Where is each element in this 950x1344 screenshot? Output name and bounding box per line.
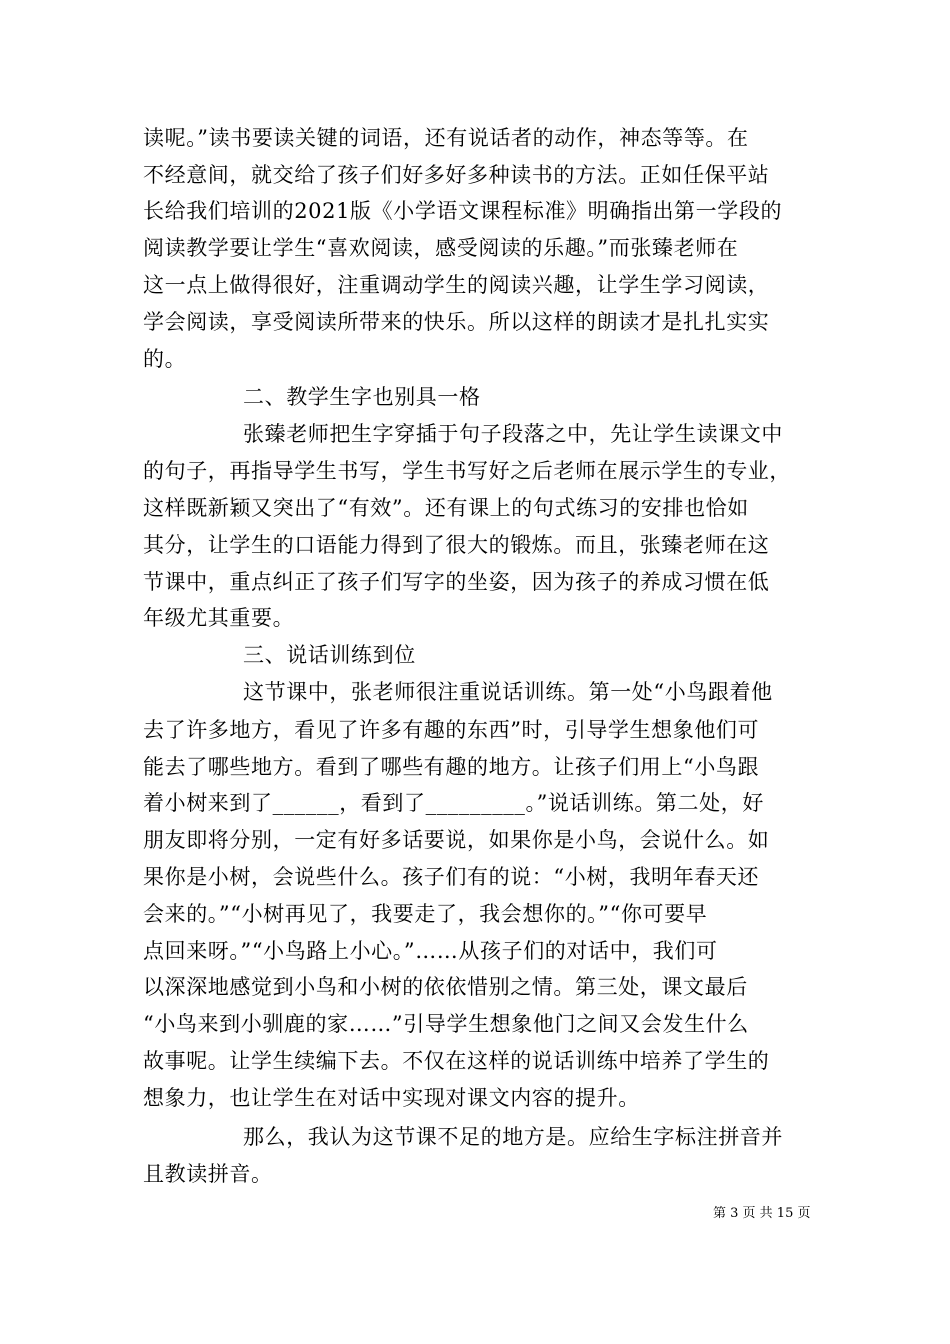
paragraph-line: 着小树来到了______，看到了_________。”说话训练。第二处，好 xyxy=(143,791,764,815)
paragraph-line: 果你是小树，会说些什么。孩子们有的说：“小树，我明年春天还 xyxy=(143,865,760,889)
paragraph-line: 学会阅读，享受阅读所带来的快乐。所以这样的朗读才是扎扎实实 xyxy=(143,310,770,334)
paragraph-line: 以深深地感觉到小鸟和小树的依依惜别之情。第三处，课文最后 xyxy=(143,975,748,999)
paragraph-line: 点回来呀。”“小鸟路上小心。”……从孩子们的对话中，我们可 xyxy=(143,939,718,963)
page-number: 第 3 页 共 15 页 xyxy=(713,1206,811,1221)
paragraph-line: 且教读拼音。 xyxy=(143,1162,273,1186)
paragraph-line: 能去了哪些地方。看到了哪些有趣的地方。让孩子们用上“小鸟跟 xyxy=(143,755,760,779)
paragraph-line: 朋友即将分别，一定有好多话要说，如果你是小鸟，会说什么。如 xyxy=(143,828,770,852)
paragraph-line: “小鸟来到小驯鹿的家……”引导学生想象他门之间又会发生什么 xyxy=(143,1012,749,1036)
paragraph-line: 节课中，重点纠正了孩子们写字的坐姿，因为孩子的养成习惯在低 xyxy=(143,570,770,594)
paragraph-line: 会来的。”“小树再见了，我要走了，我会想你的。”“你可要早 xyxy=(143,902,708,926)
section-heading-2: 二、教学生字也别具一格 xyxy=(243,385,481,409)
paragraph-line: 想象力，也让学生在对话中实现对课文内容的提升。 xyxy=(143,1086,640,1110)
paragraph-line: 不经意间，就交给了孩子们好多好多种读书的方法。正如任保平站 xyxy=(143,163,770,187)
paragraph-line: 去了许多地方，看见了许多有趣的东西”时，引导学生想象他们可 xyxy=(143,718,760,742)
paragraph-line: 阅读教学要让学生“喜欢阅读，感受阅读的乐趣。”而张臻老师在 xyxy=(143,236,739,260)
paragraph-line: 的。 xyxy=(143,347,187,371)
paragraph-line: 的句子，再指导学生书写，学生书写好之后老师在展示学生的专业， xyxy=(143,459,791,483)
paragraph-line: 故事呢。让学生续编下去。不仅在这样的说话训练中培养了学生的 xyxy=(143,1049,770,1073)
paragraph-line: 张臻老师把生字穿插于句子段落之中，先让学生读课文中 xyxy=(243,422,783,446)
paragraph-line: 这一点上做得很好，注重调动学生的阅读兴趣，让学生学习阅读， xyxy=(143,273,770,297)
paragraph-line: 长给我们培训的2021版《小学语文课程标准》明确指出第一学段的 xyxy=(143,199,783,223)
paragraph-line: 这节课中，张老师很注重说话训练。第一处“小鸟跟着他 xyxy=(243,680,773,704)
paragraph-line: 读呢。”读书要读关键的词语，还有说话者的动作，神态等等。在 xyxy=(143,126,749,150)
paragraph-line: 那么，我认为这节课不足的地方是。应给生字标注拼音并 xyxy=(243,1125,783,1149)
paragraph-line: 其分，让学生的口语能力得到了很大的锻炼。而且，张臻老师在这 xyxy=(143,533,770,557)
paragraph-line: 这样既新颖又突出了“有效”。还有课上的句式练习的安排也恰如 xyxy=(143,496,749,520)
section-heading-3: 三、说话训练到位 xyxy=(243,643,416,667)
paragraph-line: 年级尤其重要。 xyxy=(143,606,295,630)
